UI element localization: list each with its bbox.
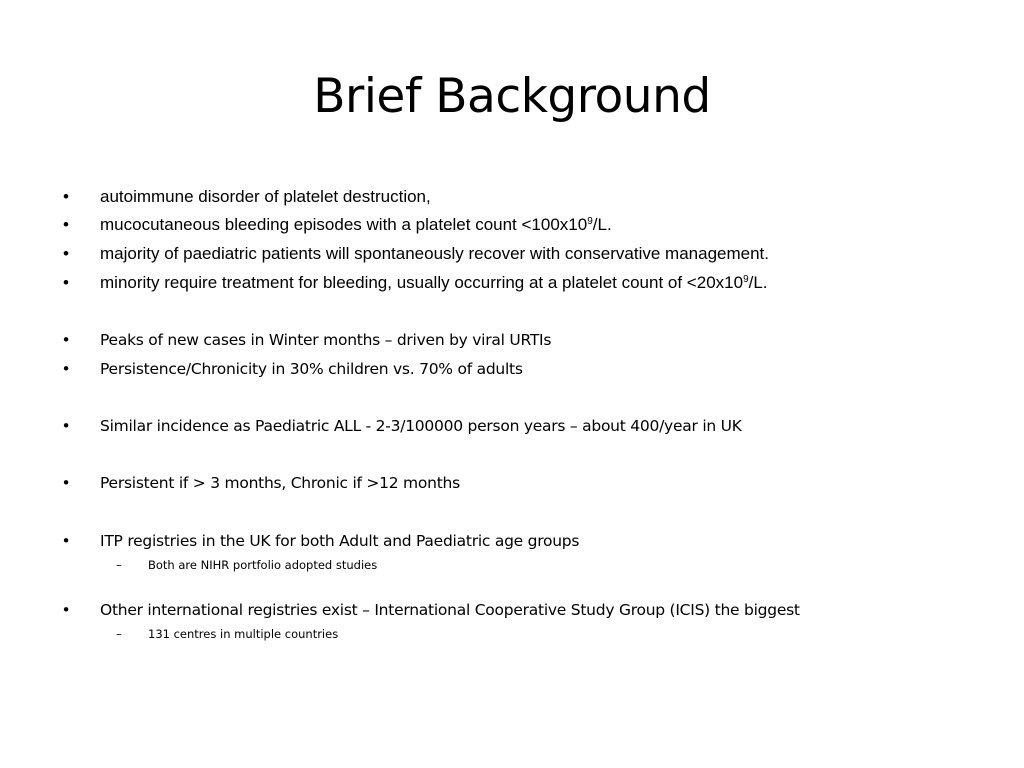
bullet-marker: • xyxy=(63,273,69,292)
bullet-text: minority require treatment for bleeding, usually occurring at a platelet count of $<20x10^9/L$. xyxy=(100,273,768,292)
slide-title: Brief Background xyxy=(313,69,711,124)
bullet-marker: • xyxy=(61,360,71,378)
sub-bullet-text: Both are NIHR portfolio adopted studies xyxy=(148,558,378,572)
bullet-text: Persistence/Chronicity in 30% children vs. 70% of adults xyxy=(100,360,523,378)
bullet-marker: • xyxy=(63,244,69,263)
bullet-text: mucocutaneous bleeding episodes with a platelet count $<100x10^9/L$. xyxy=(100,215,612,234)
sub-bullet-text: 131 centres in multiple countries xyxy=(148,627,339,641)
bullet-text: ITP registries in the UK for both Adult and Paediatric age groups xyxy=(100,532,580,550)
bullet-text: Other international registries exist – International Cooperative Study Group (ICIS) the biggest xyxy=(100,601,800,619)
superscript: 9 xyxy=(743,274,749,285)
dash-marker: – xyxy=(116,627,122,641)
bullet-text: autoimmune disorder of platelet destruction, xyxy=(100,187,431,206)
bullet-marker: • xyxy=(61,331,71,349)
bullet-marker: • xyxy=(61,532,71,550)
bullet-marker: • xyxy=(61,417,71,435)
dash-marker: – xyxy=(116,558,122,572)
bullet-marker: • xyxy=(63,187,69,206)
bullet-marker: • xyxy=(61,474,71,492)
bullet-text: Persistent if > 3 months, Chronic if >12 months xyxy=(100,474,460,492)
bullet-marker: • xyxy=(61,601,71,619)
bullet-text: majority of paediatric patients will spontaneously recover with conservative management. xyxy=(100,244,769,263)
superscript: 9 xyxy=(587,216,593,227)
bullet-text: Similar incidence as Paediatric ALL - 2-3/100000 person years – about 400/year in UK xyxy=(100,417,742,435)
bullet-marker: • xyxy=(63,215,69,234)
bullet-text: Peaks of new cases in Winter months – driven by viral URTIs xyxy=(100,331,552,349)
